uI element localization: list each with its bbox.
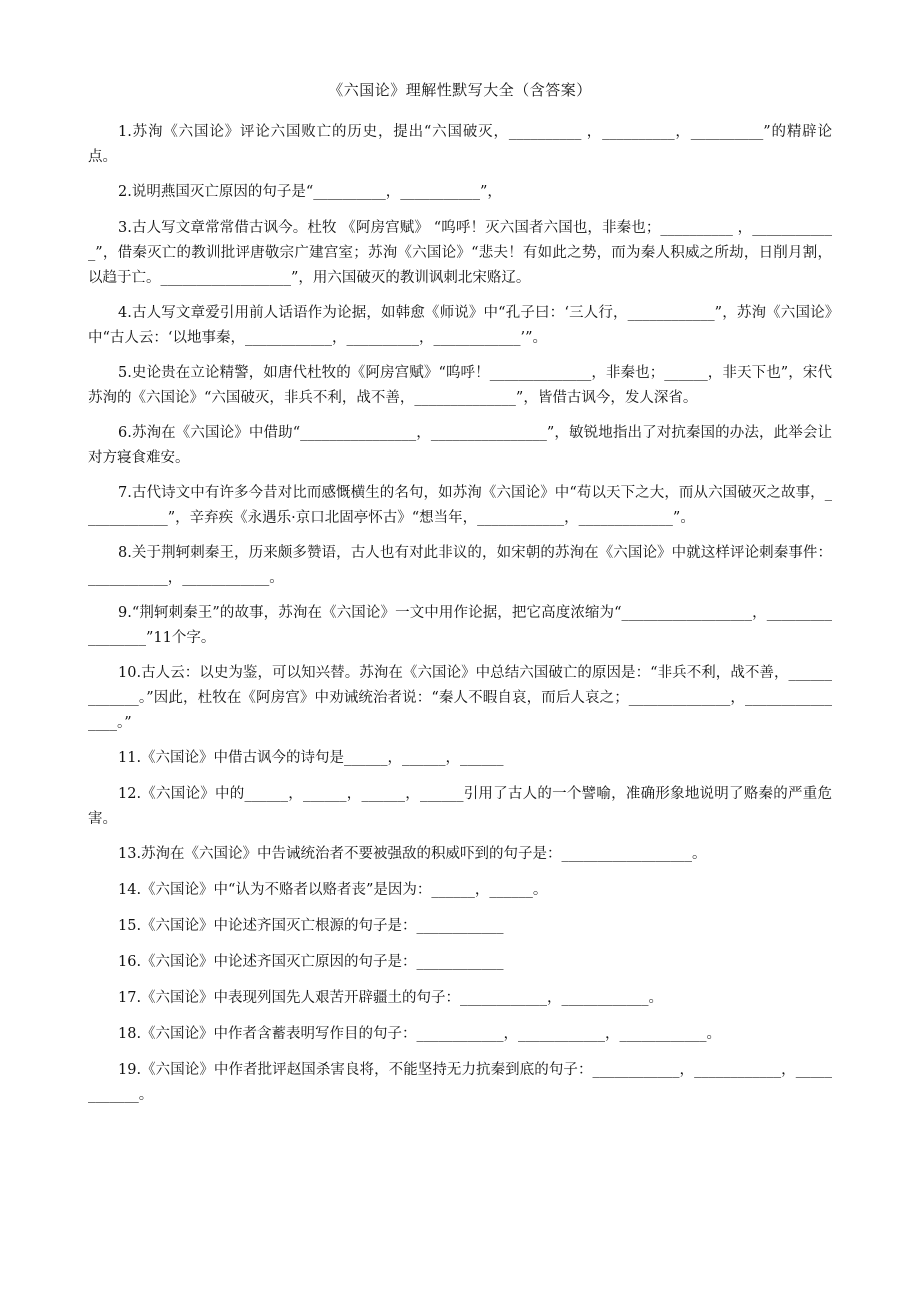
question-17: 17.《六国论》中表现列国先人艰苦开辟疆土的句子：____________，____________。 <box>118 990 664 1006</box>
question-5: 5.史论贵在立论精警，如唐代杜牧的《阿房宫赋》“呜呼！______________，非秦也；______，非天下也”，宋代苏洵的《六国论》“六国破灭，非兵不利，战不善，______________”，皆借古讽今，发人深省。 <box>88 365 832 406</box>
question-8: 8.关于荆轲刺秦王，历来颇多赞语，古人也有对此非议的，如宋朝的苏洵在《六国论》中就这样评论刺秦事件：___________，____________。 <box>88 545 832 586</box>
question-18: 18.《六国论》中作者含蓄表明写作目的句子：____________，____________，____________。 <box>118 1026 722 1042</box>
question-16: 16.《六国论》中论述齐国灭亡原因的句子是：____________ <box>118 954 504 970</box>
question-13: 13.苏洵在《六国论》中告诫统治者不要被强敌的积威吓到的句子是：__________________。 <box>118 846 707 862</box>
question-4: 4.古人写文章爱引用前人话语作为论据，如韩愈《师说》中“孔子曰：‘三人行，____________”，苏洵《六国论》中“古人云：‘以地事秦，____________，__________，____________’”。 <box>88 305 832 346</box>
question-10: 10.古人云：以史为鉴，可以知兴替。苏洵在《六国论》中总结六国破亡的原因是：“非兵不利，战不善，_____________。”因此，杜牧在《阿房宫》中劝诫统治者说：“秦人不暇自哀，而后人哀之；______________，________________。” <box>88 665 832 731</box>
question-12: 12.《六国论》中的______，______，______，______引用了古人的一个譬喻，准确形象地说明了赂秦的严重危害。 <box>88 786 832 827</box>
question-6: 6.苏洵在《六国论》中借助“________________，________________”，敏锐地指出了对抗秦国的办法，此举会让对方寝食难安。 <box>88 425 832 466</box>
question-14: 14.《六国论》中“认为不赂者以赂者丧”是因为：______，______。 <box>118 882 548 898</box>
document-title: 《六国论》理解性默写大全（含答案） <box>328 81 592 99</box>
question-9: 9.“荆轲刺秦王”的故事，苏洵在《六国论》一文中用作论据，把它高度浓缩为“__________________，_________________”11个字。 <box>88 605 832 646</box>
question-1: 1.苏洵《六国论》评论六国败亡的历史，提出“六国破灭，__________ ，__________，__________”的精辟论点。 <box>88 124 832 165</box>
question-19: 19.《六国论》中作者批评赵国杀害良将，不能坚持无力抗秦到底的句子：____________，____________，____________。 <box>88 1062 832 1103</box>
question-11: 11.《六国论》中借古讽今的诗句是______，______，______ <box>118 750 504 766</box>
question-2: 2.说明燕国灭亡原因的句子是“__________，___________”， <box>118 184 502 200</box>
question-7: 7.古代诗文中有许多今昔对比而感慨横生的名句，如苏洵《六国论》中“苟以天下之大，而从六国破灭之故事，____________”，辛弃疾《永遇乐·京口北固亭怀古》“想当年，____________，_____________”。 <box>88 485 832 526</box>
question-15: 15.《六国论》中论述齐国灭亡根源的句子是：____________ <box>118 918 504 934</box>
question-3: 3.古人写文章常常借古讽今。杜牧 《阿房宫赋》 “呜呼！灭六国者六国也，非秦也；__________ ，____________”，借秦灭亡的教训批评唐敬宗广建宫室；苏洵《六国论》“悲夫！有如此之势，而为秦人积威之所劫，日削月割，以趋于亡。__________________”，用六国破灭的教训讽刺北宋赂辽。 <box>88 220 832 286</box>
